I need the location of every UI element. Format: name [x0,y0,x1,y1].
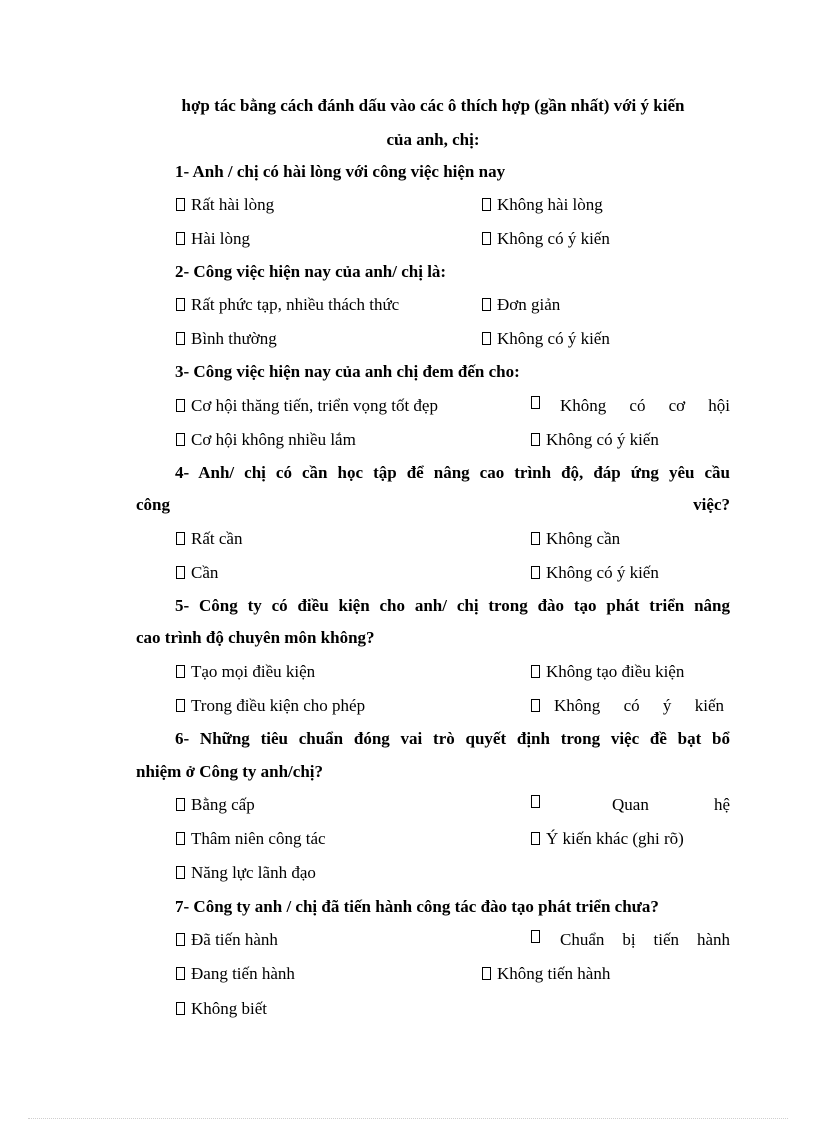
checkbox-icon[interactable] [176,399,185,412]
question-1-title: 1- Anh / chị có hài lòng với công việc hiện nay [175,162,506,181]
q3-option-4[interactable]: Không có ý kiến [531,430,659,450]
q7-option-5[interactable]: Không biết [176,999,267,1019]
q5-option-2[interactable]: Không tạo điều kiện [531,662,684,682]
checkbox-icon[interactable] [482,198,491,211]
intro-line-2: của anh, chị: [386,130,480,149]
checkbox-icon[interactable] [176,866,185,879]
checkbox-icon[interactable] [531,699,540,712]
q3-option-1[interactable]: Cơ hội thăng tiến, triển vọng tốt đẹp [176,396,438,416]
checkbox-icon[interactable] [531,396,540,409]
question-2-title: 2- Công việc hiện nay của anh/ chị là: [175,262,447,281]
option-word: hành [696,930,730,949]
checkbox-icon[interactable] [176,566,185,579]
q2-option-3[interactable]: Bình thường [176,329,277,349]
q2-option-4[interactable]: Không có ý kiến [482,329,610,349]
question-6-title-line-1: 6- Những tiêu chuẩn đóng vai trò quyết định trong việc đề bạt bổ [175,729,730,748]
checkbox-icon[interactable] [176,532,185,545]
option-word: tiến [653,930,679,949]
question-3-title: 3- Công việc hiện nay của anh chị đem đến cho: [175,362,520,381]
q4-option-4[interactable]: Không có ý kiến [531,563,659,583]
checkbox-icon[interactable] [176,298,185,311]
q6-option-5[interactable]: Năng lực lãnh đạo [176,863,316,883]
option-word: có [629,396,646,415]
question-4-title-line-2: công việc? [136,495,730,514]
checkbox-icon[interactable] [482,967,491,980]
checkbox-icon[interactable] [176,798,185,811]
q4-option-1[interactable]: Rất cần [176,529,242,549]
checkbox-icon[interactable] [531,433,540,446]
checkbox-icon[interactable] [531,665,540,678]
footer-divider [28,1118,788,1119]
checkbox-icon[interactable] [176,332,185,345]
option-word: Chuẩn [560,930,605,949]
checkbox-icon[interactable] [176,198,185,211]
q4-option-3[interactable]: Cần [176,563,218,583]
checkbox-icon[interactable] [531,532,540,545]
checkbox-icon[interactable] [482,232,491,245]
question-5-title-line-1: 5- Công ty có điều kiện cho anh/ chị trong đào tạo phát triển nâng [175,596,730,615]
intro-line-1: hợp tác bằng cách đánh dấu vào các ô thích hợp (gần nhất) với ý kiến [181,96,685,115]
checkbox-icon[interactable] [176,665,185,678]
question-5-title-line-2: cao trình độ chuyên môn không? [136,628,375,647]
q3-option-2[interactable] [531,396,730,416]
q7-option-2[interactable] [531,930,730,950]
checkbox-icon[interactable] [531,795,540,808]
q5-option-1[interactable]: Tạo mọi điều kiện [176,662,315,682]
q1-option-2[interactable]: Không hài lòng [482,195,603,215]
checkbox-icon[interactable] [176,1002,185,1015]
q6-option-3[interactable]: Thâm niên công tác [176,829,326,849]
q1-option-3[interactable]: Hài lòng [176,229,250,249]
checkbox-icon[interactable] [176,699,185,712]
option-word: bị [622,930,636,949]
q7-option-3[interactable]: Đang tiến hành [176,964,295,984]
checkbox-icon[interactable] [176,232,185,245]
q7-option-1[interactable]: Đã tiến hành [176,930,278,950]
question-7-title: 7- Công ty anh / chị đã tiến hành công tác đào tạo phát triển chưa? [175,897,659,916]
q3-option-3[interactable]: Cơ hội không nhiều lắm [176,430,356,450]
q4-option-2[interactable]: Không cần [531,529,620,549]
checkbox-icon[interactable] [176,832,185,845]
q5-option-4[interactable]: Không có ý kiến [531,696,730,716]
q2-option-2[interactable]: Đơn giản [482,295,560,315]
checkbox-icon[interactable] [176,433,185,446]
q6-option-4[interactable]: Ý kiến khác (ghi rõ) [531,829,684,849]
checkbox-icon[interactable] [531,930,540,943]
option-word: Quan [612,795,649,814]
checkbox-icon[interactable] [531,832,540,845]
q5-option-3[interactable]: Trong điều kiện cho phép [176,696,365,716]
q2-option-1[interactable]: Rất phức tạp, nhiều thách thức [176,295,399,315]
option-word: hội [708,396,730,415]
q1-option-1[interactable]: Rất hài lòng [176,195,274,215]
question-6-title-line-2: nhiệm ở Công ty anh/chị? [136,762,323,781]
checkbox-icon[interactable] [482,298,491,311]
q6-option-1[interactable]: Bằng cấp [176,795,255,815]
question-4-title-line-1: 4- Anh/ chị có cần học tập để nâng cao trình độ, đáp ứng yêu cầu [175,463,730,482]
q6-option-2[interactable] [531,795,730,815]
option-word: hệ [713,795,730,814]
q7-option-4[interactable]: Không tiến hành [482,964,610,984]
checkbox-icon[interactable] [176,967,185,980]
q1-option-4[interactable]: Không có ý kiến [482,229,610,249]
option-word: cơ [668,396,686,415]
checkbox-icon[interactable] [482,332,491,345]
checkbox-icon[interactable] [176,933,185,946]
checkbox-icon[interactable] [531,566,540,579]
option-word: Không [560,396,607,415]
